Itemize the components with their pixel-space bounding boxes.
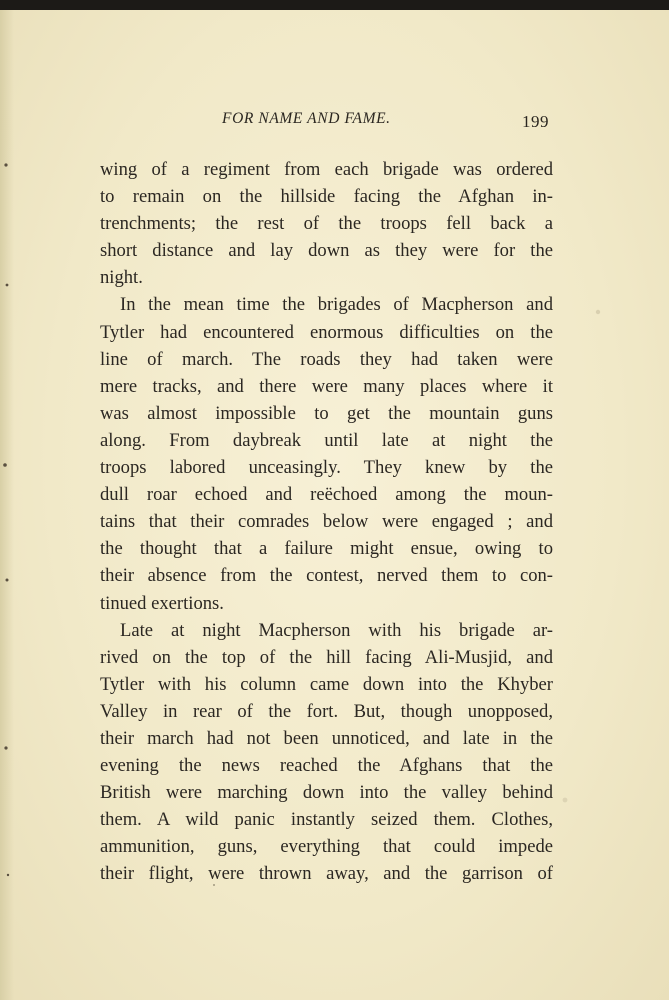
speck (4, 746, 7, 749)
text-line: British were marching down into the valley behind (100, 782, 553, 804)
text-line: ammunition, guns, everything that could impede (100, 836, 553, 858)
speck (6, 579, 9, 582)
text-line: wing of a regiment from each brigade was ordered (100, 159, 553, 180)
text-line: the thought that a failure might ensue, owing to (100, 538, 553, 560)
speck (3, 463, 7, 467)
text-line: them. A wild panic instantly seized them. Clothes, (100, 809, 553, 831)
text-line: Late at night Macpherson with his brigade ar- (120, 619, 553, 641)
paragraph-1 (100, 156, 553, 291)
text-line: mere tracks, and there were many places where it (100, 375, 553, 397)
text-line: to remain on the hillside facing the Afghan in- (100, 186, 553, 208)
paragraph-2 (100, 291, 553, 616)
book-page (0, 10, 669, 1000)
text-line: their flight, were thrown away, and the garrison of (100, 863, 553, 885)
text-line: tinued exertions. (100, 592, 224, 614)
running-title: FOR NAME AND FAME. (222, 110, 391, 127)
text-line: dull roar echoed and reëchoed among the moun- (100, 484, 553, 506)
speck (563, 798, 568, 803)
text-line: their march had not been unnoticed, and late in the (100, 727, 553, 749)
text-line: rived on the top of the hill facing Ali-Musjid, and (100, 646, 553, 668)
text-line: tains that their comrades below were engaged ; and (100, 511, 553, 533)
text-line: Valley in rear of the fort. But, though unopposed, (100, 700, 553, 722)
text-line: troops labored unceasingly. They knew by the (100, 457, 553, 479)
speck (6, 284, 9, 287)
text-line: Tytler had encountered enormous difficulties on the (100, 321, 553, 343)
text-line: evening the news reached the Afghans that the (100, 755, 553, 777)
text-line: line of march. The roads they had taken were (100, 348, 553, 370)
running-header (0, 110, 669, 134)
text-line: was almost impossible to get the mountain guns (100, 402, 553, 424)
text-line: Tytler with his column came down into the Khyber (100, 673, 553, 695)
paragraph-3 (100, 617, 553, 888)
text-line: short distance and lay down as they were for the (100, 240, 553, 262)
body-text (100, 156, 553, 888)
speck (7, 874, 9, 876)
text-line: along. From daybreak until late at night the (100, 429, 553, 451)
text-line: trenchments; the rest of the troops fell back a (100, 213, 553, 235)
page-number: 199 (522, 112, 549, 131)
speck (4, 163, 7, 166)
text-line: their absence from the contest, nerved them to con- (100, 565, 553, 587)
text-line: night. (100, 267, 143, 289)
text-line: In the mean time the brigades of Macpherson and (120, 294, 553, 316)
speck (596, 310, 600, 314)
